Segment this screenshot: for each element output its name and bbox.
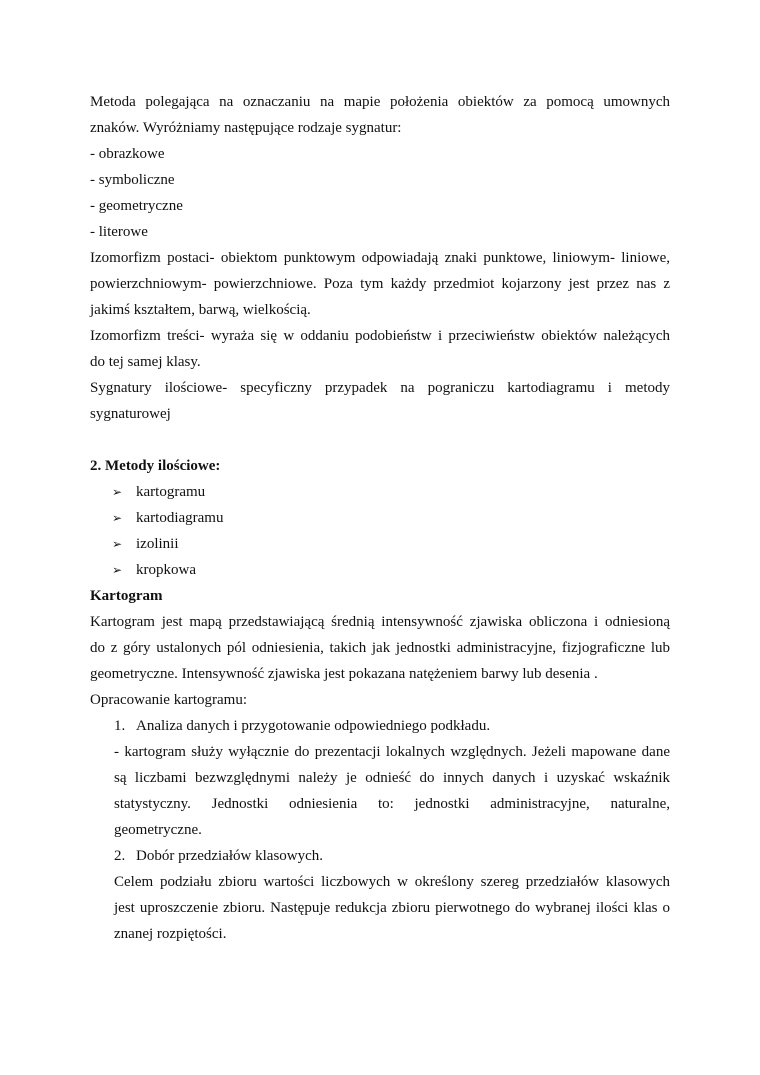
section-heading: 2. Metody ilościowe:	[90, 458, 221, 474]
item-number: 2.	[114, 848, 126, 864]
step1-desc-line: są liczbami bezwzględnymi należy je odnieść do innych danych i uzyskać wskaźnik	[114, 770, 670, 786]
numbered-item	[90, 713, 670, 739]
kartogram-heading: Kartogram	[90, 588, 163, 604]
arrow-bullet-icon: ➢	[112, 563, 123, 577]
sygnatury-ilosciowe-line: sygnaturowej	[90, 406, 171, 422]
arrow-bullet-icon: ➢	[112, 537, 123, 551]
signature-type: - literowe	[90, 224, 148, 240]
arrow-bullet-icon: ➢	[112, 511, 123, 525]
method-label: kropkowa	[136, 562, 196, 578]
numbered-item	[90, 843, 670, 869]
list-item	[90, 505, 670, 531]
signature-type: - symboliczne	[90, 172, 175, 188]
step1-desc-line: statystyczny. Jednostki odniesienia to: jednostki administracyjne, naturalne,	[114, 796, 670, 812]
step2-desc-line: znanej rozpiętości.	[114, 926, 227, 942]
item-title: Analiza danych i przygotowanie odpowiedniego podkładu.	[136, 718, 491, 734]
izomorfizm-postaci-line: jakimś kształtem, barwą, wielkością.	[90, 302, 311, 318]
method-label: izolinii	[136, 536, 179, 552]
list-item	[90, 557, 670, 583]
izomorfizm-tresci-line: do tej samej klasy.	[90, 354, 201, 370]
item-title: Dobór przedziałów klasowych.	[136, 848, 324, 864]
method-label: kartogramu	[136, 484, 206, 500]
method-label: kartodiagramu	[136, 510, 224, 526]
step1-desc-line: - kartogram służy wyłącznie do prezentacji lokalnych względnych. Jeżeli mapowane dane	[114, 744, 670, 760]
arrow-bullet-icon: ➢	[112, 485, 123, 499]
kartogram-def-line: Kartogram jest mapą przedstawiającą średnią intensywność zjawiska obliczona i odniesioną	[90, 614, 670, 630]
step2-desc-line: jest uproszczenie zbioru. Następuje redukcja zbioru pierwotnego do wybranej ilości klas o	[114, 900, 670, 916]
document-page	[90, 89, 670, 947]
list-item	[90, 531, 670, 557]
intro-line-2: znaków. Wyróżniamy następujące rodzaje sygnatur:	[90, 120, 402, 136]
kartogram-def-line: do z góry ustalonych pól odniesienia, takich jak jednostki administracyjne, fizjograficzne lub	[90, 640, 670, 656]
list-item	[90, 479, 670, 505]
item-number: 1.	[114, 718, 126, 734]
kartogram-def-line: geometryczne. Intensywność zjawiska jest pokazana natężeniem barwy lub desenia .	[90, 666, 598, 682]
izomorfizm-postaci-line: Izomorfizm postaci- obiektom punktowym odpowiadają znaki punktowe, liniowym- liniowe,	[90, 250, 670, 266]
opracowanie-label: Opracowanie kartogramu:	[90, 692, 248, 708]
sygnatury-ilosciowe-line: Sygnatury ilościowe- specyficzny przypadek na pograniczu kartodiagramu i metody	[90, 380, 670, 396]
intro-line-1: Metoda polegająca na oznaczaniu na mapie położenia obiektów za pomocą umownych	[90, 94, 670, 110]
signature-type: - obrazkowe	[90, 146, 165, 162]
paragraph-spacer	[90, 427, 670, 453]
step2-desc-line: Celem podziału zbioru wartości liczbowych w określony szereg przedziałów klasowych	[114, 874, 670, 890]
step1-desc-line: geometryczne.	[114, 822, 202, 838]
izomorfizm-postaci-line: powierzchniowym- powierzchniowe. Poza tym każdy przedmiot kojarzony jest przez nas z	[90, 276, 670, 292]
signature-type: - geometryczne	[90, 198, 183, 214]
izomorfizm-tresci-line: Izomorfizm treści- wyraża się w oddaniu podobieństw i przeciwieństw obiektów należących	[90, 328, 670, 344]
